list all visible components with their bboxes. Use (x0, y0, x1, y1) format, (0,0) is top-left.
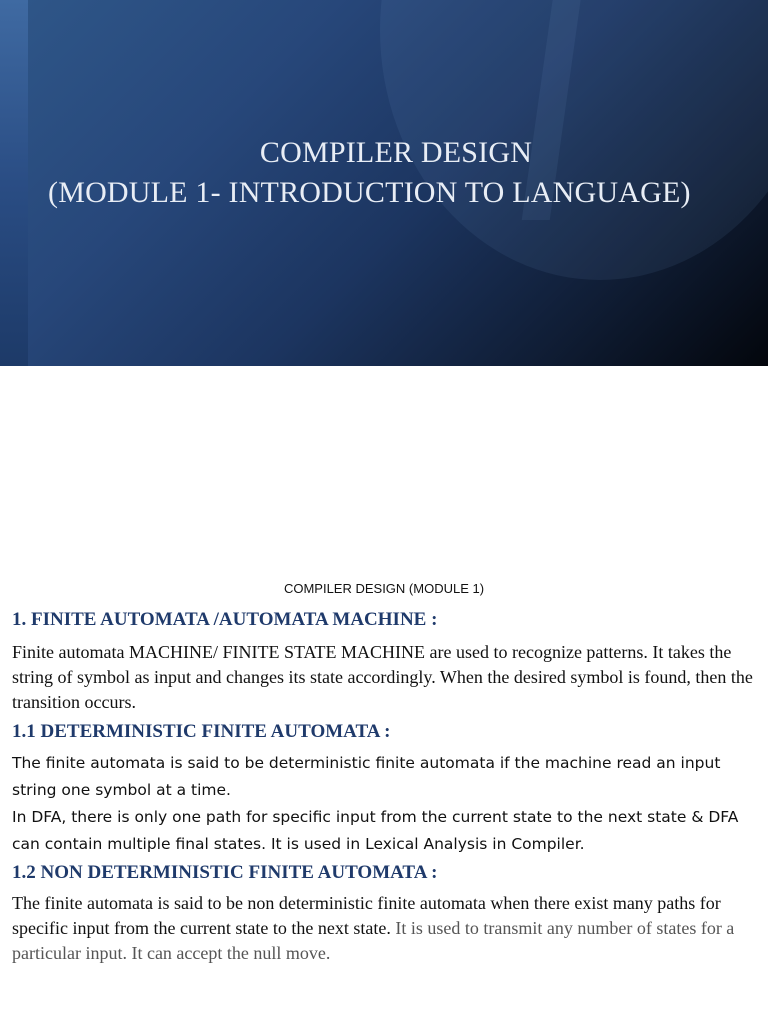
section-heading-finite-automata: 1. FINITE AUTOMATA /AUTOMATA MACHINE : (12, 609, 438, 630)
slide-subtitle: (MODULE 1- INTRODUCTION TO LANGUAGE) (48, 176, 691, 209)
slide-title: COMPILER DESIGN (259, 136, 533, 169)
paragraph-finite-automata: Finite automata MACHINE/ FINITE STATE MACHINE are used to recognize patterns. It takes the string of symbol as input and changes its state accordingly. When the desired symbol is found, then the transition occurs. (12, 642, 753, 712)
nfa-definition-text: The finite automata is said to be non deterministic finite automata when there exist many paths for specific input from the current state to the next state. (12, 893, 721, 938)
section-heading-dfa: 1.1 DETERMINISTIC FINITE AUTOMATA : (12, 721, 391, 742)
paragraph-dfa-path: In DFA, there is only one path for specific input from the current state to the next state & DFA can contain multiple final states. It is used in Lexical Analysis in Compiler. (12, 808, 739, 853)
page-header: COMPILER DESIGN (MODULE 1) (283, 581, 485, 596)
title-slide (0, 0, 768, 366)
left-accent-band (0, 0, 28, 366)
document-page (0, 366, 768, 1024)
paragraph-nfa (12, 891, 758, 966)
nfa-usage-text: It is used to transmit any number of states for a particular input. It can accept the null move. (12, 918, 735, 963)
paragraph-dfa-definition: The finite automata is said to be deterministic finite automata if the machine read an input string one symbol at a time. (12, 754, 721, 799)
section-heading-nfa: 1.2 NON DETERMINISTIC FINITE AUTOMATA : (12, 862, 438, 883)
